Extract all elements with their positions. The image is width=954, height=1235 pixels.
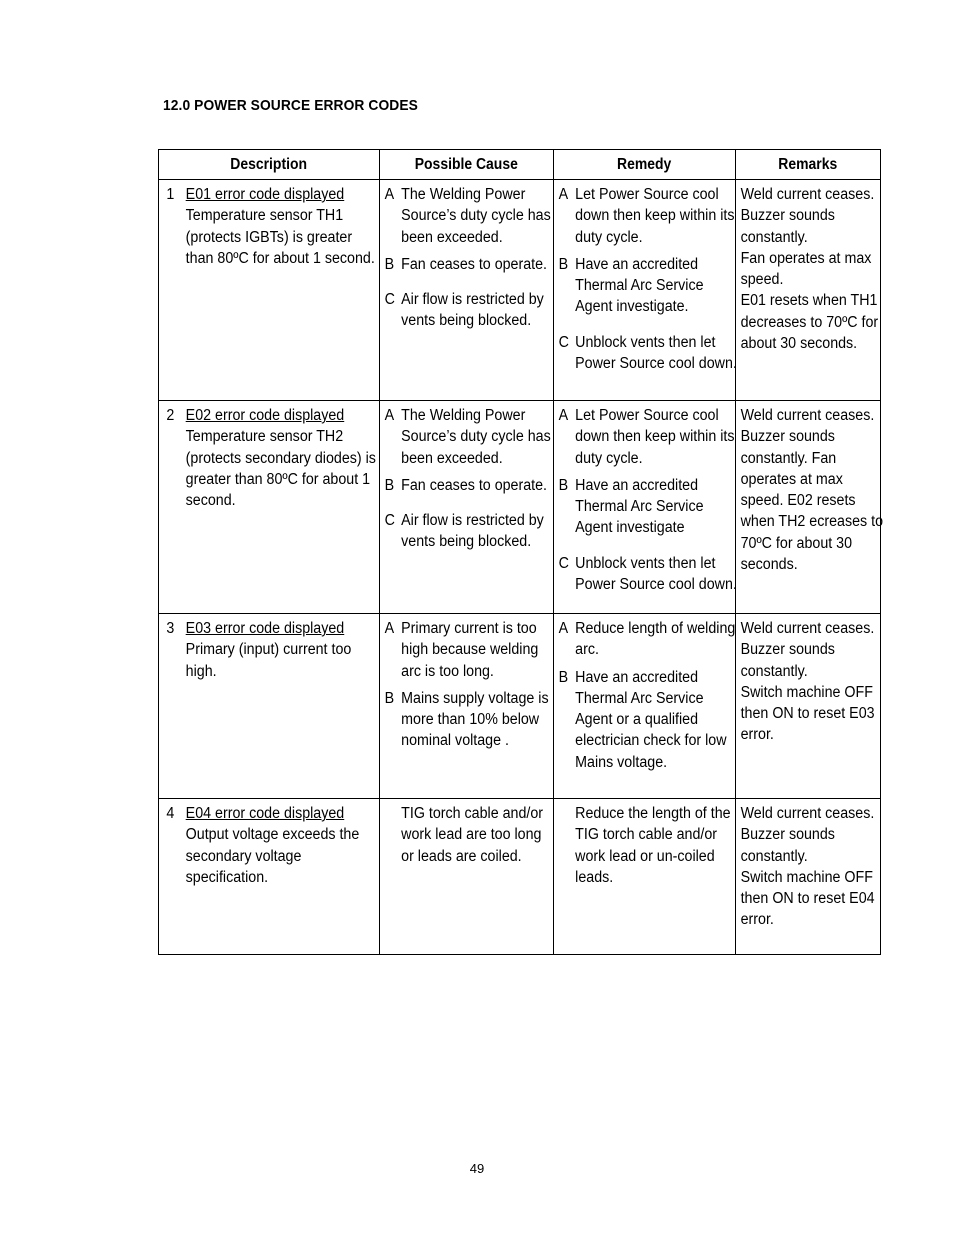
remarks-text: Weld current ceases. Buzzer sounds constantly. Fan operates at max speed. E01 resets when TH1 decreases to 70ºC for about 30 seconds.: [740, 186, 879, 353]
item-text: Have an accredited Thermal Arc Service Agent or a qualified electrician check for low Mains voltage.: [575, 668, 727, 771]
item-text: The Welding Power Source’s duty cycle has been exceeded.: [401, 407, 551, 467]
cause-item: [385, 475, 557, 496]
row-number: 3: [166, 620, 175, 637]
error-description: Temperature sensor TH1 (protects IGBTs) is greater than 80ºC for about 1 second.: [185, 207, 375, 267]
item-letter: A: [384, 620, 395, 637]
remedy-item: [559, 803, 739, 888]
remedy-cell: [554, 180, 736, 401]
remedy-cell: [554, 401, 736, 614]
table-row: [159, 614, 881, 799]
item-text: Have an accredited Thermal Arc Service Agent investigate.: [575, 255, 704, 316]
remedy-item: [559, 332, 739, 375]
remarks-cell: [736, 799, 881, 955]
cause-item: [385, 289, 557, 332]
remarks-text: Weld current ceases. Buzzer sounds constantly. Switch machine OFF then ON to reset E03 error.: [740, 620, 875, 744]
item-text: Fan ceases to operate.: [401, 255, 548, 273]
possible-cause-cell: [380, 180, 554, 401]
remedy-item: [559, 667, 739, 773]
possible-cause-cell: [380, 614, 554, 799]
item-text: Have an accredited Thermal Arc Service Agent investigate: [575, 476, 704, 537]
item-text: Unblock vents then let Power Source cool down.: [575, 554, 737, 594]
error-code: E01 error code displayed: [185, 186, 345, 203]
item-letter: C: [384, 512, 395, 530]
row-number: 2: [166, 407, 175, 424]
remarks-cell: [736, 401, 884, 614]
item-text: Fan ceases to operate.: [401, 476, 548, 494]
item-text: Let Power Source cool down then keep within its duty cycle.: [575, 407, 735, 467]
item-letter: B: [384, 476, 395, 494]
item-letter: B: [558, 476, 569, 494]
error-code: E02 error code displayed: [185, 407, 345, 424]
remedy-item: [559, 254, 739, 318]
item-text: Unblock vents then let Power Source cool down.: [575, 333, 737, 373]
item-letter: C: [384, 291, 395, 309]
remedy-item: [559, 553, 739, 596]
item-text: Reduce the length of the TIG torch cable and/or work lead or un-coiled leads.: [575, 805, 731, 886]
page-number: 49: [469, 1161, 485, 1176]
item-letter: [385, 803, 402, 867]
cause-item: [385, 254, 557, 275]
remedy-cell: [554, 799, 736, 955]
row-number: 4: [166, 805, 175, 822]
error-code: E04 error code displayed: [185, 805, 345, 822]
description-cell: [159, 799, 380, 955]
cause-item: [385, 184, 557, 248]
header-remedy: Remedy: [554, 150, 736, 180]
error-description: Output voltage exceeds the secondary voltage specification.: [185, 826, 360, 886]
table-row: [159, 180, 881, 401]
cause-item: [385, 803, 557, 867]
section-title: 12.0 POWER SOURCE ERROR CODES: [163, 97, 418, 114]
cause-item: [385, 618, 557, 682]
item-letter: A: [384, 407, 395, 424]
remarks-text: Weld current ceases. Buzzer sounds constantly. Switch machine OFF then ON to reset E04 error.: [740, 805, 875, 929]
item-text: Air flow is restricted by vents being blocked.: [401, 291, 544, 330]
remedy-item: [559, 475, 739, 539]
item-letter: A: [384, 186, 395, 203]
item-letter: B: [558, 668, 569, 686]
cause-item: [385, 510, 557, 553]
item-letter: C: [558, 333, 569, 351]
description-cell: [159, 401, 380, 614]
row-number: 1: [166, 186, 175, 203]
remarks-text: Weld current ceases. Buzzer sounds constantly. Fan operates at max speed. E02 resets when TH2 ecreases to 70ºC for about 30 seconds.: [740, 407, 884, 574]
table-row: [159, 401, 881, 614]
remarks-cell: [736, 180, 881, 401]
cause-item: [385, 688, 557, 752]
item-letter: A: [558, 407, 569, 424]
description-cell: [159, 180, 380, 401]
error-codes-table: [158, 149, 884, 955]
remarks-cell: [736, 614, 881, 799]
item-letter: A: [558, 186, 569, 203]
error-code: E03 error code displayed: [185, 620, 345, 637]
cause-item: [385, 405, 557, 469]
error-description: Primary (input) current too high.: [185, 641, 352, 680]
remedy-item: [559, 184, 739, 248]
remedy-item: [559, 405, 739, 469]
header-description: Description: [159, 150, 380, 180]
item-text: Mains supply voltage is more than 10% below nominal voltage .: [401, 689, 549, 750]
remedy-item: [559, 618, 739, 661]
item-text: TIG torch cable and/or work lead are too long or leads are coiled.: [401, 805, 544, 865]
item-text: Let Power Source cool down then keep within its duty cycle.: [575, 186, 735, 246]
item-letter: A: [558, 620, 569, 637]
remedy-cell: [554, 614, 736, 799]
error-description: Temperature sensor TH2 (protects secondary diodes) is greater than 80ºC for about 1 second.: [185, 428, 376, 510]
item-letter: [559, 803, 576, 888]
header-possible-cause: Possible Cause: [380, 150, 554, 180]
item-letter: B: [558, 255, 569, 273]
table-header-row: [159, 150, 881, 180]
item-text: Air flow is restricted by vents being blocked.: [401, 512, 544, 551]
item-text: The Welding Power Source’s duty cycle has been exceeded.: [401, 186, 551, 246]
description-cell: [159, 614, 380, 799]
header-remarks: Remarks: [736, 150, 881, 180]
item-text: Primary current is too high because welding arc is too long.: [401, 620, 539, 680]
item-letter: B: [384, 255, 395, 273]
table-row: [159, 799, 881, 955]
item-text: Reduce length of welding arc.: [575, 620, 736, 659]
possible-cause-cell: [380, 799, 554, 955]
possible-cause-cell: [380, 401, 554, 614]
item-letter: B: [384, 689, 395, 707]
item-letter: C: [558, 554, 569, 572]
